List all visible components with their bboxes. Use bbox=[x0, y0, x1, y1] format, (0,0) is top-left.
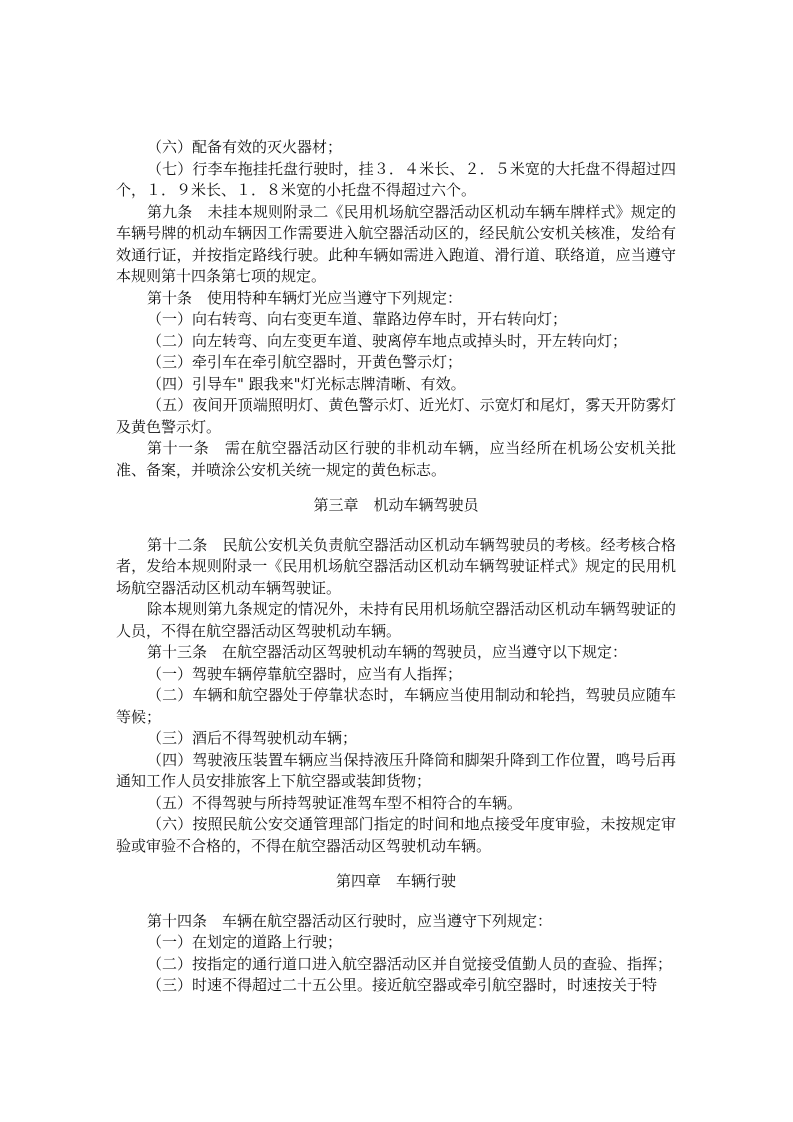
list-item: （二）按指定的通行道口进入航空器活动区并自觉接受值勤人员的查验、指挥； bbox=[147, 954, 673, 973]
article-13: 第十三条 在航空器活动区驾驶机动车辆的驾驶员，应当遵守以下规定： bbox=[147, 643, 628, 661]
paragraph: 除本规则第九条规定的情况外，未持有民用机场航空器活动区机动车辆驾驶证的人员，不得在航空器活动区驾驶机动车辆。 bbox=[116, 600, 676, 640]
list-item: （二）车辆和航空器处于停靠状态时，车辆应当使用制动和轮挡，驾驶员应随车等候； bbox=[116, 686, 676, 726]
list-item: （四）引导车" 跟我来"灯光标志牌清晰、有效。 bbox=[147, 374, 466, 393]
article-14: 第十四条 车辆在航空器活动区行驶时，应当遵守下列规定： bbox=[147, 911, 553, 930]
list-item: （三）牵引车在牵引航空器时，开黄色警示灯； bbox=[147, 353, 463, 371]
list-item: （三）时速不得超过二十五公里。接近航空器或牵引航空器时，时速按关于特 bbox=[147, 976, 658, 994]
article-12: 第十二条 民航公安机关负责航空器活动区机动车辆驾驶员的考核。经考核合格者，发给本规则附录一《民用机场航空器活动区机动车辆驾驶证样式》规定的民用机场航空器活动区机动车辆驾驶证。 bbox=[116, 535, 676, 597]
chapter-4-heading: 第四章 车辆行驶 bbox=[335, 872, 456, 890]
list-item: （一）驾驶车辆停靠航空器时，应当有人指挥； bbox=[147, 664, 463, 683]
chapter-3-heading: 第三章 机动车辆驾驶员 bbox=[313, 496, 479, 514]
list-item: （五）不得驾驶与所持驾驶证准驾车型不相符合的车辆。 bbox=[147, 793, 523, 812]
section-block-1 bbox=[116, 137, 676, 481]
list-item: （四）驾驶液压装置车辆应当保持液压升降筒和脚架升降到工作位置，鸣号后再通知工作人员安排旅客上下航空器或装卸货物； bbox=[116, 750, 676, 790]
list-item: （五）夜间开顶端照明灯、黄色警示灯、近光灯、示宽灯和尾灯，雾天开防雾灯及黄色警示灯。 bbox=[116, 396, 676, 436]
section-block-3 bbox=[116, 911, 676, 997]
section-block-2 bbox=[116, 535, 676, 858]
paragraph: （六）配备有效的灭火器材； bbox=[147, 138, 343, 156]
article-10: 第十条 使用特种车辆灯光应当遵守下列规定： bbox=[147, 288, 463, 307]
paragraph: （七）行李车拖挂托盘行驶时，挂３．４米长、２．５米宽的大托盘不得超过四个，１．９米长、１．８米宽的小托盘不得超过六个。 bbox=[116, 159, 676, 199]
list-item: （二）向左转弯、向左变更车道、驶离停车地点或掉头时，开左转向灯； bbox=[147, 331, 628, 350]
article-9: 第九条 未挂本规则附录二《民用机场航空器活动区机动车辆车牌样式》规定的车辆号牌的机动车辆因工作需要进入航空器活动区的，经民航公安机关核准，发给有效通行证，并按指定路线行驶。此种车辆如需进入跑道、滑行道、联络道，应当遵守本规则第十四条第七项的规定。 bbox=[116, 202, 676, 285]
list-item: （一）向右转弯、向右变更车道、靠路边停车时，开右转向灯； bbox=[147, 310, 568, 328]
list-item: （六）按照民航公安交通管理部门指定的时间和地点接受年度审验，未按规定审验或审验不合格的，不得在航空器活动区驾驶机动车辆。 bbox=[116, 815, 676, 855]
list-item: （三）酒后不得驾驶机动车辆； bbox=[147, 729, 358, 747]
list-item: （一）在划定的道路上行驶； bbox=[147, 933, 343, 951]
article-11: 第十一条 需在航空器活动区行驶的非机动车辆，应当经所在机场公安机关批准、备案，并喷涂公安机关统一规定的黄色标志。 bbox=[116, 439, 676, 479]
document-body bbox=[116, 137, 676, 997]
